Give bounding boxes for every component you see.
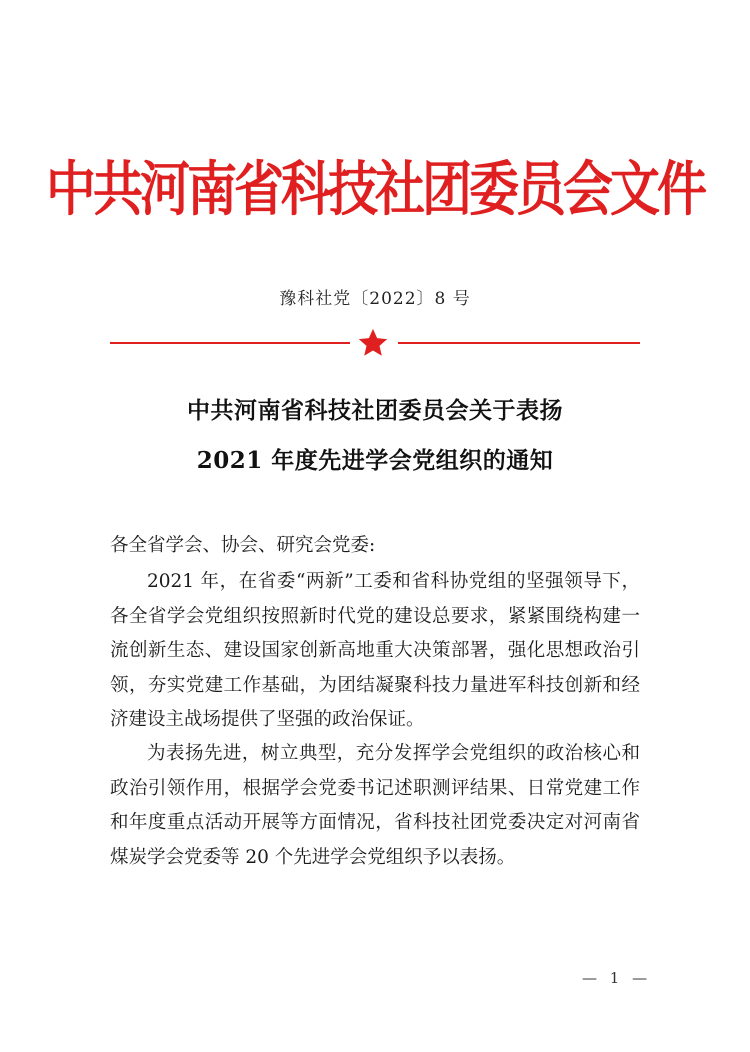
- header-divider-left: [110, 342, 350, 344]
- document-header-title: 中共河南省科技社团委员会文件: [46, 153, 704, 224]
- paragraph-2-text: 为表扬先进，树立典型，充分发挥学会党组织的政治核心和政治引领作用，根据学会党委书记述职测评结果、日常党建工作和年度重点活动开展等方面情况，省科技社团党委决定对河南省煤炭学会党委等 20 个先进学会党组织予以表扬。: [110, 743, 640, 868]
- header-divider-right: [398, 342, 640, 344]
- body-paragraph-1: [110, 565, 640, 738]
- salutation: 各全省学会、协会、研究会党委:: [110, 535, 376, 556]
- page-number: — 1 —: [582, 969, 652, 987]
- body-paragraph-2: [110, 737, 640, 875]
- paragraph-1-text: 2021 年，在省委“两新”工委和省科协党组的坚强领导下，各全省学会党组织按照新时代党的建设总要求，紧紧围绕构建一流创新生态、建设国家创新高地重大决策部署，强化思想政治引领，夯实党建工作基础，为团结凝聚科技力量进军科技创新和经济建设主战场提供了坚强的政治保证。: [110, 571, 640, 730]
- notice-title-line-2: 2021 年度先进学会党组织的通知: [196, 447, 554, 474]
- red-star-icon: [356, 326, 390, 360]
- notice-title-line-1: 中共河南省科技社团委员会关于表扬: [187, 397, 563, 424]
- document-number: 豫科社党〔2022〕8 号: [279, 289, 471, 309]
